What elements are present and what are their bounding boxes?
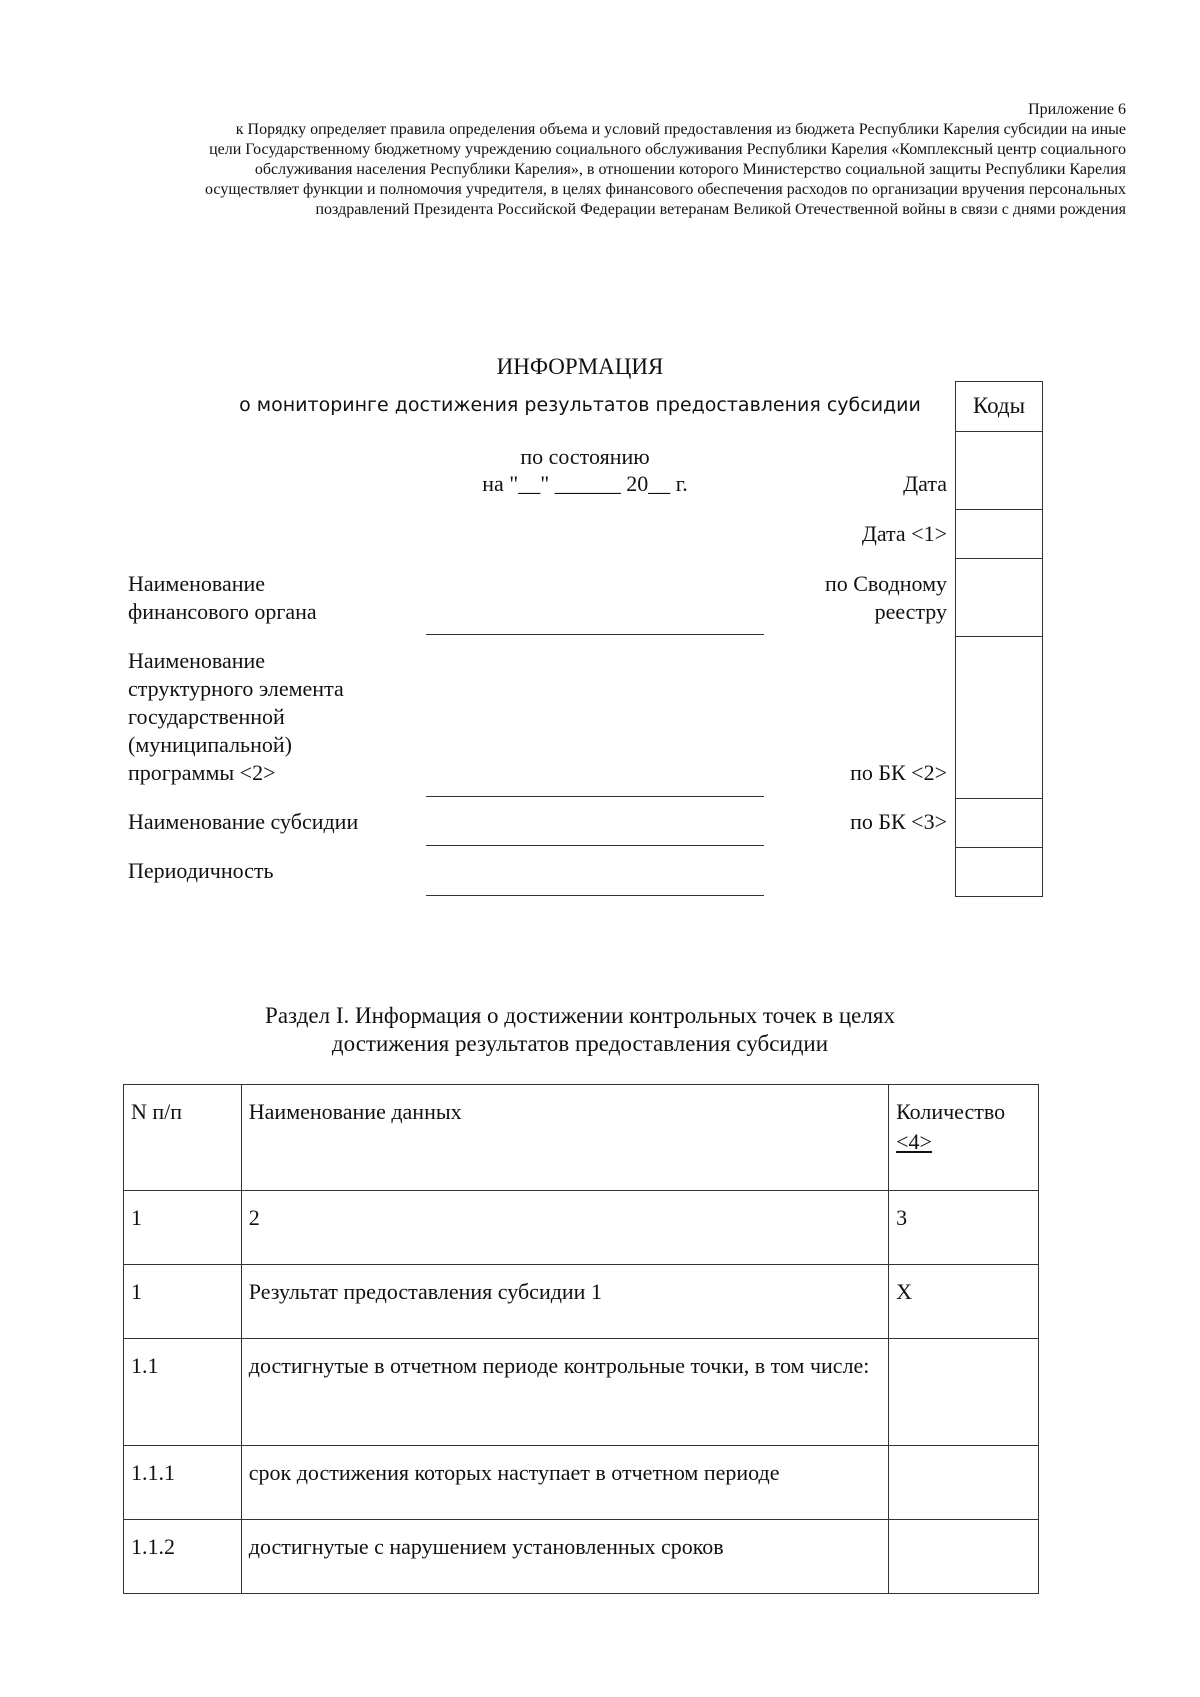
section-title-line-2: достижения результатов предоставления субсидии <box>331 1031 829 1056</box>
section-title-line-1: Раздел I. Информация о достижении контрольных точек в целях <box>265 1003 895 1028</box>
cell-num: 1 <box>124 1191 242 1265</box>
cell-name: 2 <box>241 1191 888 1265</box>
struct-element-field[interactable] <box>426 796 764 797</box>
header-num: N п/п <box>124 1085 242 1191</box>
struct-label-1: Наименование <box>128 648 266 673</box>
form-title: ИНФОРМАЦИЯ <box>496 354 664 379</box>
struct-label-3: государственной <box>128 704 285 729</box>
cell-name: достигнутые в отчетном периоде контрольные точки, в том числе: <box>241 1339 888 1446</box>
svod-label-2: реестру <box>874 599 947 624</box>
cell-num: 1.1.2 <box>124 1520 242 1594</box>
fin-org-label-2: финансового органа <box>128 599 317 624</box>
cell-num: 1.1 <box>124 1339 242 1446</box>
code-cell-bk3[interactable] <box>956 798 1042 847</box>
subsidy-name-field[interactable] <box>426 845 764 846</box>
footnote-4-link[interactable]: <4> <box>896 1129 932 1154</box>
struct-label-4: (муниципальной) <box>128 732 292 757</box>
header-qty <box>889 1085 1039 1191</box>
bk3-label: по БК <3> <box>850 809 947 834</box>
code-cell-svod[interactable] <box>956 558 1042 636</box>
table-header-row <box>124 1085 1039 1191</box>
date1-label: Дата <1> <box>861 521 947 546</box>
control-points-table <box>123 1084 1039 1594</box>
date-label: Дата <box>903 471 947 496</box>
header-qty-label: Количество <box>896 1099 1006 1124</box>
period-label: Периодичность <box>128 858 274 883</box>
table-row <box>124 1446 1039 1520</box>
appendix-header <box>56 100 1126 220</box>
periodicity-field[interactable] <box>426 895 764 896</box>
appendix-label: Приложение 6 <box>1028 101 1126 118</box>
fin-org-label-1: Наименование <box>128 571 266 596</box>
form-subtitle: о мониторинге достижения результатов предоставления субсидии <box>239 394 921 416</box>
codes-box <box>955 381 1043 897</box>
cell-qty: X <box>889 1265 1039 1339</box>
code-cell-date1[interactable] <box>956 509 1042 558</box>
bk2-label: по БК <2> <box>850 760 947 785</box>
table-row <box>124 1191 1039 1265</box>
cell-qty[interactable] <box>889 1520 1039 1594</box>
struct-label-2: структурного элемента <box>128 676 344 701</box>
state-line-1: по состоянию <box>520 444 650 469</box>
state-date-line: на "__" ______ 20__ г. <box>482 471 688 496</box>
struct-label-5: программы <2> <box>128 760 276 785</box>
cell-qty[interactable] <box>889 1446 1039 1520</box>
appendix-text-line: обслуживания населения Республики Карелия», в отношении которого Министерство социальной защиты Республики Карелия <box>254 161 1126 178</box>
table-row <box>124 1520 1039 1594</box>
appendix-text-line: осуществляет функции и полномочия учредителя, в целях финансового обеспечения расходов по организации вручения персональных <box>205 181 1126 198</box>
cell-num: 1 <box>124 1265 242 1339</box>
fin-org-field[interactable] <box>426 634 764 635</box>
header-name: Наименование данных <box>241 1085 888 1191</box>
code-cell-date[interactable] <box>956 431 1042 509</box>
cell-qty: 3 <box>889 1191 1039 1265</box>
cell-name: срок достижения которых наступает в отчетном периоде <box>241 1446 888 1520</box>
cell-num: 1.1.1 <box>124 1446 242 1520</box>
cell-name: достигнутые с нарушением установленных сроков <box>241 1520 888 1594</box>
table-row <box>124 1265 1039 1339</box>
cell-name: Результат предоставления субсидии 1 <box>241 1265 888 1339</box>
svod-label-1: по Сводному <box>824 571 947 596</box>
codes-header: Коды <box>972 393 1026 418</box>
table-row <box>124 1339 1039 1446</box>
appendix-text-line: поздравлений Президента Российской Федерации ветеранам Великой Отечественной войны в связи с днями рождения <box>315 201 1126 218</box>
appendix-text-line: цели Государственному бюджетному учреждению социального обслуживания Республики Карелия «Комплексный центр социального <box>209 141 1126 158</box>
code-cell-period[interactable] <box>956 847 1042 896</box>
appendix-text-line: к Порядку определяет правила определения объема и условий предоставления из бюджета Республики Карелия субсидии на иные <box>235 121 1126 138</box>
subsidy-label: Наименование субсидии <box>128 809 359 834</box>
code-cell-bk2[interactable] <box>956 636 1042 798</box>
cell-qty[interactable] <box>889 1339 1039 1446</box>
